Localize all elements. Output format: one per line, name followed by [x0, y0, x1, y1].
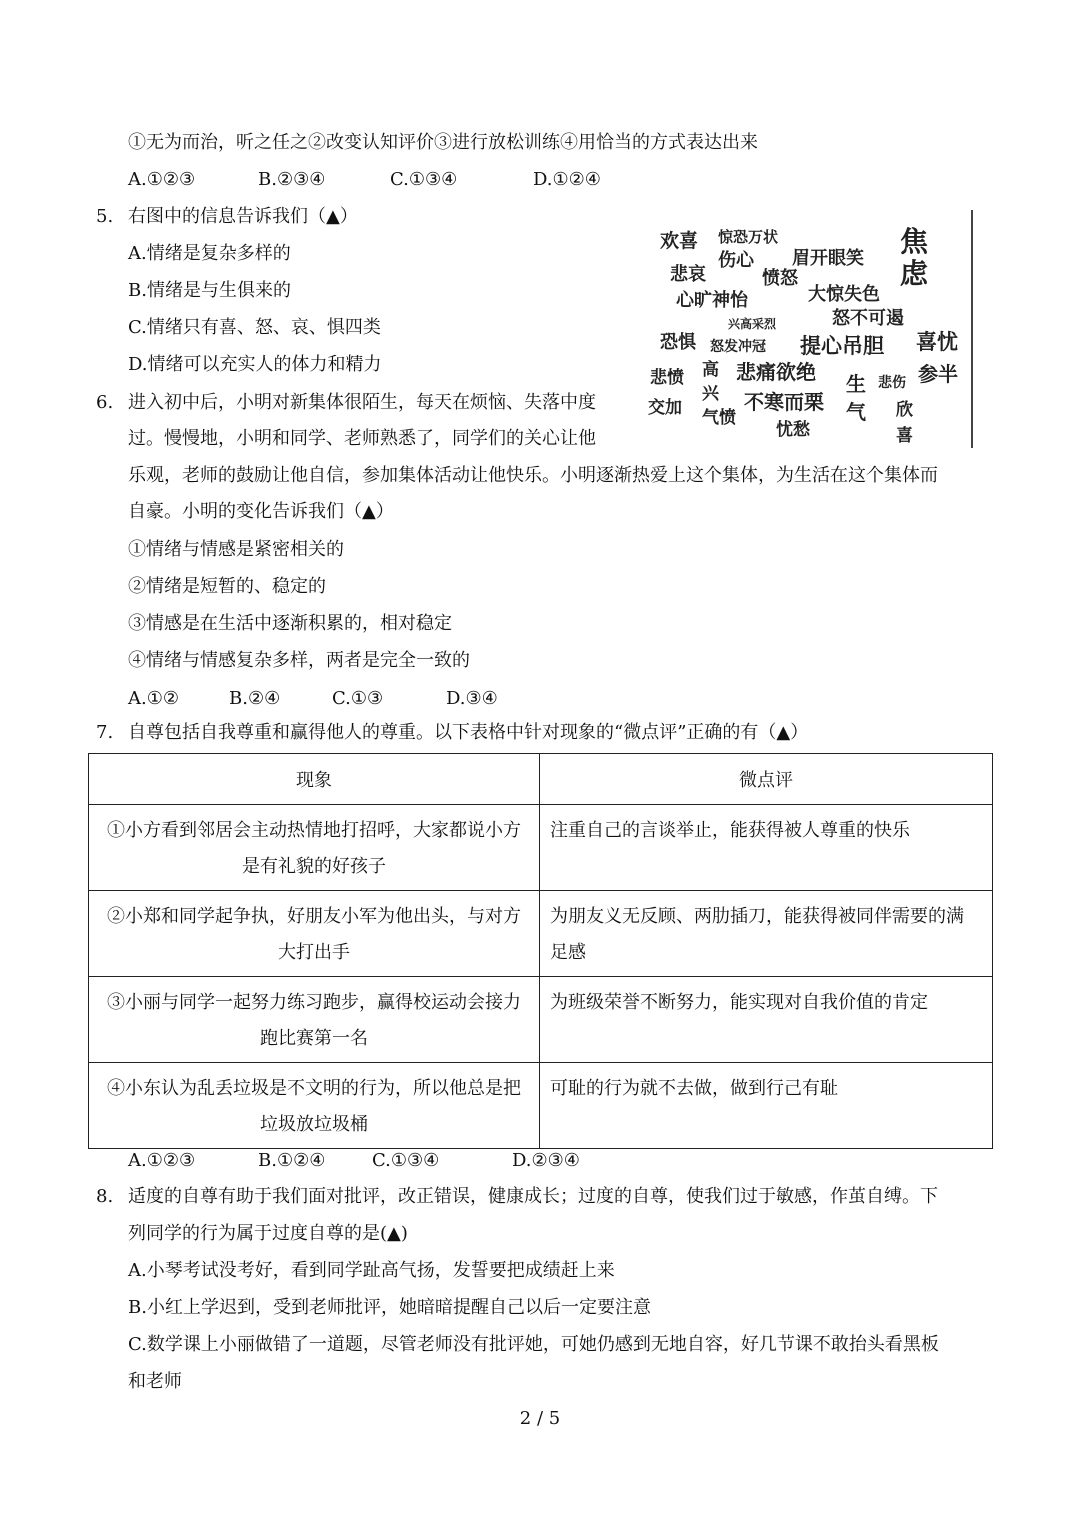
table-row: [89, 805, 993, 891]
q6-statement-2: ②情绪是短暂的、稳定的: [128, 576, 326, 597]
cloud-word: 悲伤: [878, 375, 906, 391]
cloud-word: 心旷神怡: [676, 290, 748, 311]
q8-option-a: A.小琴考试没考好，看到同学趾高气扬，发誓要把成绩赶上来: [128, 1260, 615, 1281]
q6-statement-3: ③情感是在生活中逐渐积累的，相对稳定: [128, 613, 452, 634]
cloud-word: 参半: [918, 362, 958, 386]
cell-line: 是有礼貌的好孩子: [242, 856, 386, 877]
cell-line: ④小东认为乱丢垃圾是不文明的行为，所以他总是把: [107, 1078, 521, 1099]
cloud-word: 不寒而栗: [744, 390, 824, 414]
cloud-word: 愤怒: [762, 268, 798, 289]
cloud-word: 欢喜: [660, 230, 699, 252]
cloud-word: 气愤: [702, 408, 736, 428]
q6-option-d: D.③④: [446, 688, 498, 709]
q5-option-c: C.情绪只有喜、怒、哀、惧四类: [128, 317, 381, 338]
q6-number: 6.: [96, 392, 114, 413]
q8-option-c: C.数学课上小丽做错了一道题，尽管老师没有批评她，可她仍感到无地自容，好几节课不敢抬头看黑板: [128, 1334, 939, 1355]
cloud-word: 喜: [896, 426, 913, 446]
phenomenon-cell: [89, 977, 540, 1063]
q8-number: 8.: [96, 1186, 114, 1207]
cloud-word: 焦: [900, 225, 929, 258]
cloud-word: 悲哀: [670, 264, 706, 285]
q5-option-d: D.情绪可以充实人的体力和精力: [128, 354, 382, 375]
q4-option-d: D.①②④: [533, 169, 601, 190]
cloud-word: 交加: [648, 398, 682, 418]
phenomenon-cell: [89, 1063, 540, 1149]
comment-cell: [540, 891, 993, 977]
cloud-word: 生: [846, 372, 866, 396]
q6-statement-1: ①情绪与情感是紧密相关的: [128, 539, 344, 560]
cell-line: 足感: [550, 942, 586, 963]
q7-option-a: A.①②③: [128, 1150, 196, 1171]
cloud-word: 高: [702, 360, 719, 380]
table-header-row: [89, 754, 993, 805]
cloud-word: 怒发冲冠: [710, 339, 766, 355]
cloud-word: 恐惧: [660, 332, 696, 353]
q8-stem-line: 适度的自尊有助于我们面对批评，改正错误，健康成长；过度的自尊，使我们过于敏感，作茧自缚。下: [128, 1186, 938, 1207]
figure-border-line: [971, 210, 973, 448]
q8-option-c-continued: 和老师: [128, 1371, 182, 1392]
q7-number: 7.: [96, 722, 114, 743]
cloud-word: 悲愤: [650, 368, 684, 388]
table-header-comment: 微点评: [540, 754, 993, 805]
cell-line: 大打出手: [278, 942, 350, 963]
emotion-word-cloud: [640, 210, 980, 450]
q7-option-d: D.②③④: [512, 1150, 580, 1171]
table-row: [89, 891, 993, 977]
comment-cell: [540, 1063, 993, 1149]
q4-option-c: C.①③④: [390, 169, 458, 190]
q8-option-b: B.小红上学迟到，受到老师批评，她暗暗提醒自己以后一定要注意: [128, 1297, 651, 1318]
cloud-word: 兴: [702, 384, 719, 404]
cell-line: 为班级荣誉不断努力，能实现对自我价值的肯定: [550, 992, 928, 1013]
q6-option-c: C.①③: [332, 688, 384, 709]
q4-option-a: A.①②③: [128, 169, 196, 190]
cloud-word: 虑: [900, 257, 929, 290]
cloud-word: 兴高采烈: [728, 317, 777, 331]
cloud-word: 大惊失色: [808, 284, 880, 305]
q4-option-b: B.②③④: [258, 169, 326, 190]
table-row: [89, 1063, 993, 1149]
cloud-word: 怒不可遏: [832, 308, 904, 329]
q6-statement-4: ④情绪与情感复杂多样，两者是完全一致的: [128, 650, 470, 671]
q7-option-c: C.①③④: [372, 1150, 440, 1171]
q8-stem-line: 列同学的行为属于过度自尊的是(▲): [128, 1223, 408, 1244]
cell-line: 为朋友义无反顾、两肋插刀，能获得被同伴需要的满: [550, 906, 964, 927]
q6-stem-line: 乐观，老师的鼓励让他自信，参加集体活动让他快乐。小明逐渐热爱上这个集体，为生活在这个集体而: [128, 465, 938, 486]
q5-number: 5.: [96, 206, 114, 227]
cloud-word: 喜忧: [916, 330, 958, 354]
cell-line: 可耻的行为就不去做，做到行己有耻: [550, 1078, 838, 1099]
phenomenon-cell: [89, 805, 540, 891]
cloud-word: 欣: [896, 400, 913, 420]
page-number: 2 / 5: [519, 1408, 561, 1429]
q6-stem-line: 过。慢慢地，小明和同学、老师熟悉了，同学们的关心让他: [128, 428, 596, 449]
cloud-word: 提心吊胆: [800, 334, 884, 358]
comment-cell: [540, 805, 993, 891]
q6-option-b: B.②④: [229, 688, 281, 709]
cell-line: ②小郑和同学起争执，好朋友小军为他出头，与对方: [107, 906, 521, 927]
q6-option-a: A.①②: [128, 688, 179, 709]
cell-line: 跑比赛第一名: [260, 1028, 368, 1049]
cloud-word: 忧愁: [776, 420, 810, 440]
phenomenon-cell: [89, 891, 540, 977]
cloud-word: 气: [846, 400, 866, 424]
table-row: [89, 977, 993, 1063]
table-header-phenomenon: 现象: [89, 754, 540, 805]
cell-line: 垃圾放垃圾桶: [260, 1114, 368, 1135]
q5-option-b: B.情绪是与生俱来的: [128, 280, 291, 301]
cloud-word: 悲痛欲绝: [736, 360, 816, 384]
cell-line: ①小方看到邻居会主动热情地打招呼，大家都说小方: [107, 820, 521, 841]
q7-stem: 自尊包括自我尊重和赢得他人的尊重。以下表格中针对现象的“微点评”正确的有（▲）: [128, 722, 809, 743]
q7-table: [88, 753, 993, 1149]
cell-line: ③小丽与同学一起努力练习跑步，赢得校运动会接力: [107, 992, 521, 1013]
q6-stem-line: 进入初中后，小明对新集体很陌生，每天在烦恼、失落中度: [128, 392, 596, 413]
q5-stem: 右图中的信息告诉我们（▲）: [128, 206, 358, 227]
q4-statements: ①无为而治，听之任之②改变认知评价③进行放松训练④用恰当的方式表达出来: [128, 132, 758, 153]
cell-line: 注重自己的言谈举止，能获得被人尊重的快乐: [550, 820, 910, 841]
cloud-word: 伤心: [718, 250, 754, 271]
q7-option-b: B.①②④: [258, 1150, 326, 1171]
cloud-word: 惊恐万状: [718, 228, 779, 246]
q6-stem-line: 自豪。小明的变化告诉我们（▲）: [128, 501, 394, 522]
q5-option-a: A.情绪是复杂多样的: [128, 243, 291, 264]
cloud-word: 眉开眼笑: [792, 248, 864, 269]
comment-cell: [540, 977, 993, 1063]
